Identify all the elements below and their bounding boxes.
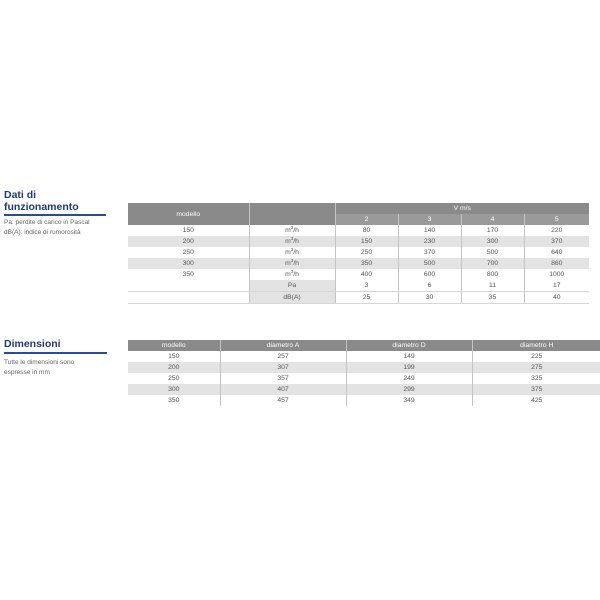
performance-title-underline — [4, 214, 106, 216]
empty-cell — [128, 280, 249, 292]
performance-note-dba: dB(A): indice di rumorosità — [4, 229, 81, 236]
flow-unit: $m^3/h$ — [249, 225, 335, 236]
flow-unit: $m^3/h$ — [249, 247, 335, 258]
value-cell: 11 — [461, 280, 524, 292]
value-cell: 500 — [398, 258, 461, 269]
table-row — [128, 247, 589, 258]
flow-unit: $m^3/h$ — [249, 269, 335, 280]
value-cell: 425 — [472, 395, 600, 406]
header-modello: modello — [128, 203, 249, 225]
value-cell: 149 — [346, 351, 472, 362]
value-cell: 300 — [461, 236, 524, 247]
model-cell: 200 — [182, 238, 194, 245]
value-cell: 800 — [461, 269, 524, 280]
value-cell: 349 — [346, 395, 472, 406]
value-cell: 700 — [461, 258, 524, 269]
model-cell: 250 — [182, 249, 194, 256]
value-cell: 370 — [524, 236, 589, 247]
value-cell: 860 — [524, 258, 589, 269]
table-row — [128, 236, 589, 247]
table-row — [128, 225, 589, 236]
model-cell: 300 — [168, 386, 180, 393]
dimensions-note-line1: Tutte le dimensioni sono — [4, 359, 75, 366]
value-cell: 275 — [472, 362, 600, 373]
flow-unit: $m^3/h$ — [249, 258, 335, 269]
value-cell: 1000 — [524, 269, 589, 280]
table-row — [128, 269, 589, 280]
table-row — [128, 258, 589, 269]
value-cell: 220 — [524, 225, 589, 236]
value-cell: 357 — [220, 373, 346, 384]
table-row-pa — [128, 280, 589, 292]
table-row — [128, 384, 600, 395]
value-cell: 40 — [524, 292, 589, 304]
dimensions-note — [4, 358, 74, 378]
model-cell: 350 — [168, 397, 180, 404]
value-cell: 140 — [398, 225, 461, 236]
model-cell: 350 — [182, 271, 194, 278]
value-cell: 170 — [461, 225, 524, 236]
value-cell: 375 — [472, 384, 600, 395]
flow-unit: $m^3/h$ — [249, 236, 335, 247]
value-cell: 3 — [335, 280, 398, 292]
dimensions-table — [128, 340, 600, 406]
model-cell: 300 — [182, 260, 194, 267]
value-cell: 500 — [461, 247, 524, 258]
model-cell: 250 — [168, 375, 180, 382]
header-diametro-d: diametro D — [346, 340, 472, 351]
dimensions-title-underline — [4, 352, 107, 354]
performance-note-pa: Pa: perdite di carico in Pascal — [4, 219, 90, 226]
performance-title — [4, 189, 79, 213]
value-cell: 80 — [335, 225, 398, 236]
dimensions-title: Dimensioni — [4, 338, 61, 350]
model-cell: 150 — [168, 353, 180, 360]
value-cell: 17 — [524, 280, 589, 292]
value-cell: 325 — [472, 373, 600, 384]
value-cell: 30 — [398, 292, 461, 304]
value-cell: 457 — [220, 395, 346, 406]
header-speed: V m/s — [335, 203, 589, 214]
table-row — [128, 373, 600, 384]
header-speed-2: 2 — [335, 214, 398, 225]
value-cell: 299 — [346, 384, 472, 395]
header-unit — [249, 203, 335, 225]
value-cell: 307 — [220, 362, 346, 373]
model-cell: 200 — [168, 364, 180, 371]
value-cell: 35 — [461, 292, 524, 304]
dimensions-note-line2: espresse in mm — [4, 369, 50, 376]
value-cell: 199 — [346, 362, 472, 373]
value-cell: 407 — [220, 384, 346, 395]
value-cell: 249 — [346, 373, 472, 384]
value-cell: 250 — [335, 247, 398, 258]
value-cell: 225 — [472, 351, 600, 362]
header-diametro-a: diametro A — [220, 340, 346, 351]
performance-title-line1: Dati di — [4, 189, 37, 201]
header-modello: modello — [128, 340, 220, 351]
table-row — [128, 351, 600, 362]
value-cell: 150 — [335, 236, 398, 247]
empty-cell — [128, 292, 249, 304]
value-cell: 370 — [398, 247, 461, 258]
model-cell: 150 — [182, 227, 194, 234]
table-row — [128, 395, 600, 406]
table-row — [128, 362, 600, 373]
pa-label: Pa — [249, 280, 335, 292]
header-speed-5: 5 — [524, 214, 589, 225]
header-speed-3: 3 — [398, 214, 461, 225]
dba-label: dB(A) — [249, 292, 335, 304]
performance-title-line2: funzionamento — [4, 201, 79, 213]
value-cell: 25 — [335, 292, 398, 304]
table-row-dba — [128, 292, 589, 304]
value-cell: 230 — [398, 236, 461, 247]
header-diametro-h: diametro H — [472, 340, 600, 351]
value-cell: 257 — [220, 351, 346, 362]
header-speed-4: 4 — [461, 214, 524, 225]
value-cell: 400 — [335, 269, 398, 280]
value-cell: 6 — [398, 280, 461, 292]
value-cell: 640 — [524, 247, 589, 258]
performance-table — [128, 203, 589, 304]
value-cell: 350 — [335, 258, 398, 269]
performance-note — [4, 218, 90, 238]
value-cell: 600 — [398, 269, 461, 280]
